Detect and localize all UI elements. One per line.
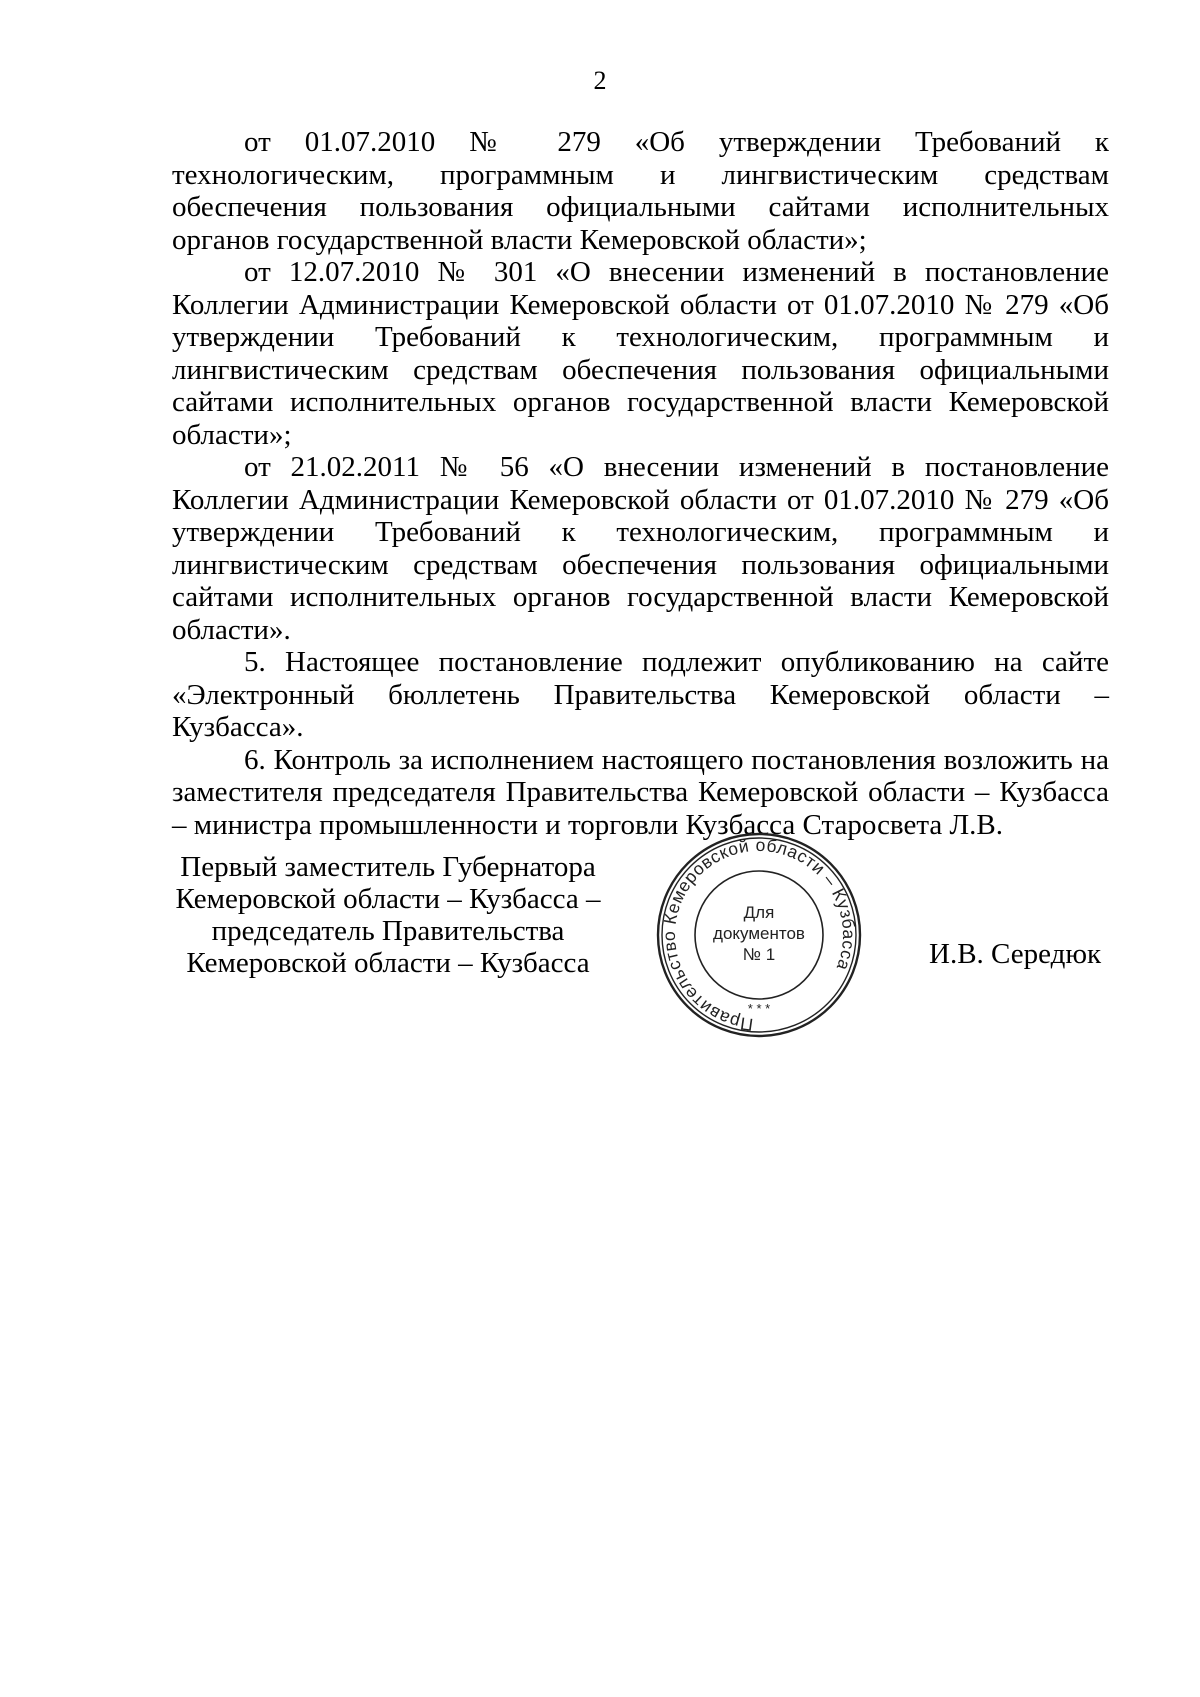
stamp-ring-text: Правительство Кемеровской области – Кузбасса <box>658 834 860 1035</box>
stamp-center-line: документов <box>713 924 805 943</box>
stamp-center-line: Для <box>743 903 775 922</box>
signer-position-line: Первый заместитель Губернатора <box>180 851 596 883</box>
paragraph-item-5: 5. Настоящее постановление подлежит опубликованию на сайте «Электронный бюллетень Правительства Кемеровской области – Кузбасса». <box>172 646 1109 743</box>
signer-position <box>172 851 604 979</box>
document-body <box>172 126 1109 841</box>
paragraph-item-6: 6. Контроль за исполнением настоящего постановления возложить на заместителя председателя Правительства Кемеровской области – Кузбасса – министра промышленности и торговли Кузбасса Старосвета Л.В. <box>172 743 1109 841</box>
stamp-stars: * * * <box>747 1001 771 1016</box>
paragraph-decree-279: от 01.07.2010 № 279 «Об утверждении Требований к технологическим, программным и лингвистическим средствам обеспечения пользования официальными сайтами исполнительных органов государственной власти Кемеровской области»; <box>172 126 1109 256</box>
page-number: 2 <box>593 66 607 95</box>
stamp-center-line: № 1 <box>742 945 776 964</box>
signer-name: И.В. Середюк <box>929 938 1102 970</box>
official-stamp <box>653 829 865 1041</box>
signer-position-line: Кемеровской области – Кузбасса <box>186 947 590 979</box>
signer-position-line: председатель Правительства <box>211 915 565 947</box>
paragraph-decree-56: от 21.02.2011 № 56 «О внесении изменений в постановление Коллегии Администрации Кемеровской области от 01.07.2010 № 279 «Об утверждении Требований к технологическим, программным и лингвистическим средствам обеспечения пользования официальными сайтами исполнительных органов государственной власти Кемеровской области». <box>172 451 1109 646</box>
signer-position-line: Кемеровской области – Кузбасса – <box>175 883 601 915</box>
paragraph-decree-301: от 12.07.2010 № 301 «О внесении изменений в постановление Коллегии Администрации Кемеровской области от 01.07.2010 № 279 «Об утверждении Требований к технологическим, программным и лингвистическим средствам обеспечения пользования официальными сайтами исполнительных органов государственной власти Кемеровской области»; <box>172 256 1109 451</box>
